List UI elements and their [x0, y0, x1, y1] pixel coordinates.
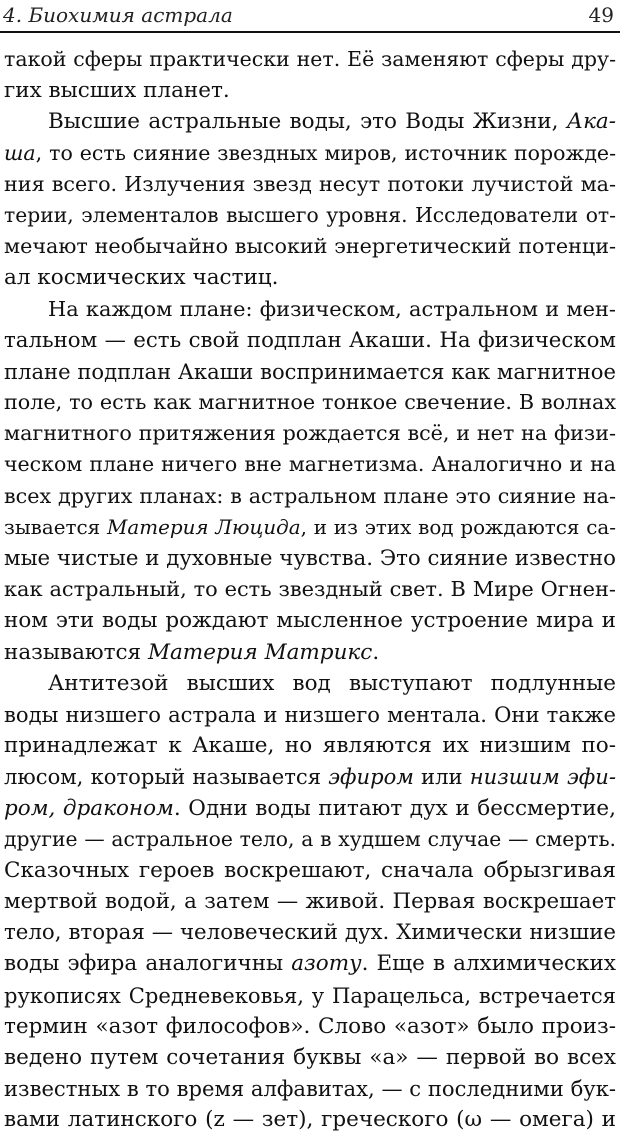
- text-line: зывается Материя Люцида, и из этих вод рождаются са-: [4, 515, 616, 539]
- text-line: известных в то время алфавитах, — с последними бук-: [4, 1076, 616, 1102]
- text-line: плане подплан Акаши воспринимается как магнитное: [4, 358, 616, 384]
- text-line: На каждом плане: физическом, астральном и мен-: [48, 296, 616, 321]
- header-rule: [0, 31, 620, 33]
- text-line: магнитного притяжения рождается всё, и нет на физи-: [4, 421, 616, 446]
- text-line: ша, то есть сияние звездных миров, источник порожде-: [4, 140, 616, 165]
- text-line: всех других планах: в астральном плане это сияние на-: [4, 483, 616, 508]
- text-line: ческом плане ничего вне магнетизма. Аналогично и на: [4, 452, 616, 477]
- text-line: вами латинского (z — зет), греческого (ω — омега) и: [4, 1107, 616, 1133]
- text-line: ном эти воды рождают мысленное устроение мира и: [4, 608, 616, 634]
- text-line: ал космических частиц.: [4, 265, 279, 291]
- text-line: поле, то есть как магнитное тонкое свечение. В волнах: [4, 390, 616, 415]
- body-text: [4, 44, 616, 1136]
- text-line: гих высших планет.: [4, 78, 230, 104]
- text-line: такой сферы практически нет. Её заменяют сферы дру-: [4, 47, 616, 71]
- text-line: рукописях Средневековья, у Парацельса, встречается: [4, 982, 616, 1008]
- text-line: другие — астральное тело, а в худшем случае — смерть.: [4, 826, 616, 851]
- running-title: 4. Биохимия астрала: [3, 3, 233, 27]
- text-line: термин «азот философов». Слово «азот» было произ-: [4, 1013, 616, 1039]
- text-line: Сказочных героев воскрешают, сначала обрызгивая: [4, 857, 616, 883]
- text-line: Высшие астральные воды, это Воды Жизни, Ака-: [48, 109, 616, 135]
- text-line: ния всего. Излучения звезд несут потоки лучистой ма-: [4, 171, 616, 196]
- text-line: терии, элементалов высшего уровня. Исследователи от-: [4, 202, 616, 227]
- text-line: называются Материя Матрикс.: [4, 639, 380, 665]
- text-line: ром, драконом. Одни воды питают дух и бессмертие,: [4, 795, 616, 821]
- text-line: тальном — есть свой подплан Акаши. На физическом: [4, 327, 616, 353]
- text-line: мечают необычайно высокий энергетический потенци-: [4, 234, 616, 259]
- text-line: люсом, который называется эфиром или низшим эфи-: [4, 764, 616, 790]
- page-header: [0, 0, 620, 30]
- text-line: воды эфира аналогичны азоту. Еще в алхимических: [4, 951, 616, 977]
- text-line: Антитезой высших вод выступают подлунные: [48, 670, 616, 696]
- text-line: мые чистые и духовные чувства. Это сияние известно: [4, 546, 616, 571]
- text-line: мертвой водой, а затем — живой. Первая воскрешает: [4, 889, 616, 915]
- text-line: принадлежат к Акаше, но являются их низшим по-: [4, 733, 616, 759]
- text-line: ведено путем сочетания буквы «а» — первой во всех: [4, 1045, 616, 1070]
- text-line: тело, вторая — человеческий дух. Химически низшие: [4, 920, 616, 946]
- text-line: воды низшего астрала и низшего ментала. Они также: [4, 701, 616, 727]
- text-line: как астральный, то есть звездный свет. В Мире Огнен-: [4, 577, 616, 602]
- page-number: 49: [588, 3, 614, 27]
